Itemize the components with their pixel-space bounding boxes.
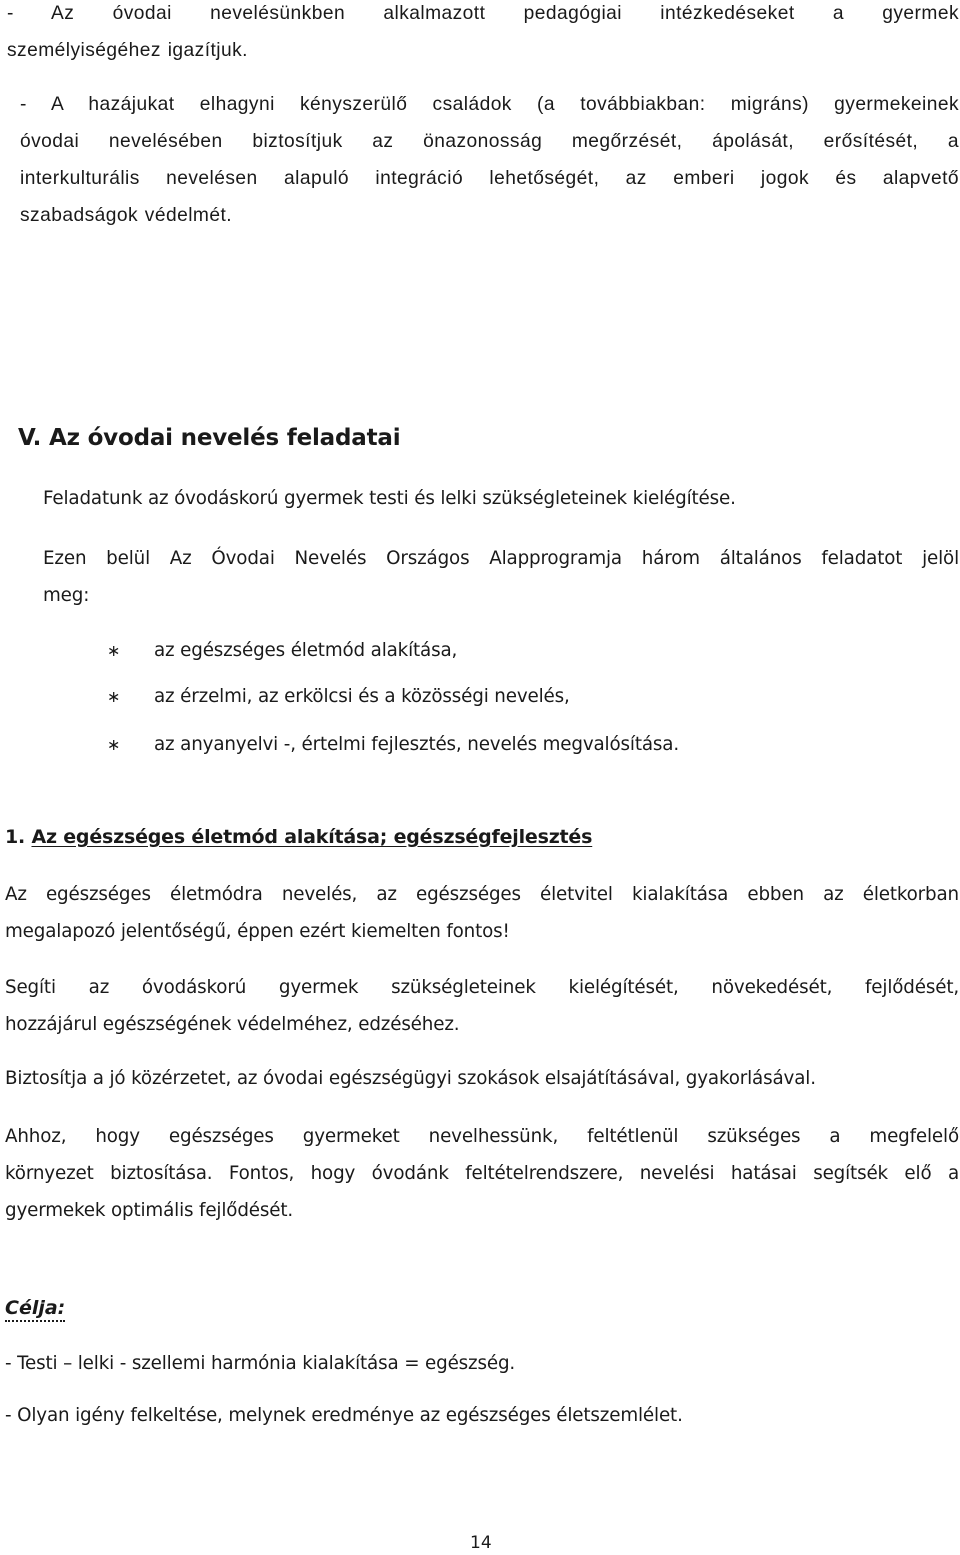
text-line: személyiségéhez igazítjuk. xyxy=(7,40,248,61)
text-line: hozzájárul egészségének védelméhez, edzéséhez. xyxy=(5,1014,460,1035)
subsection-heading xyxy=(5,826,592,848)
text-line: Ahhoz, hogy egészséges gyermeket nevelhessünk, feltétlenül szükséges a megfelelő xyxy=(5,1126,959,1147)
text-line: megalapozó jelentőségű, éppen ezért kiemelten fontos! xyxy=(5,921,510,942)
text-line: meg: xyxy=(43,585,90,606)
text-line: Ezen belül Az Óvodai Nevelés Országos Alapprogramja három általános feladatot jelöl xyxy=(43,548,959,569)
text-line: interkulturális nevelésen alapuló integráció lehetőségét, az emberi jogok és alapvető xyxy=(20,168,959,189)
text-line: szabadságok védelmét. xyxy=(20,205,233,226)
asterisk-bullet-icon: ∗ xyxy=(107,735,121,754)
section-paragraph-2 xyxy=(43,540,959,614)
list-item xyxy=(107,686,570,707)
goal-item: - Testi – lelki - szellemi harmónia kialakítása = egészség. xyxy=(5,1353,516,1374)
goal-label: Célja: xyxy=(5,1296,65,1322)
subsection-paragraph-4 xyxy=(5,1118,959,1229)
section-paragraph-1: Feladatunk az óvodáskorú gyermek testi és lelki szükségleteinek kielégítése. xyxy=(43,488,736,509)
subsection-paragraph-3: Biztosítja a jó közérzetet, az óvodai egészségügyi szokások elsajátításával, gyakorlásával. xyxy=(5,1068,816,1089)
list-item-text: az érzelmi, az erkölcsi és a közösségi nevelés, xyxy=(154,686,570,707)
text-line: - Az óvodai nevelésünkben alkalmazott pedagógiai intézkedéseket a gyermek xyxy=(7,3,959,24)
subsection-number: 1. xyxy=(5,826,26,848)
list-item xyxy=(107,640,457,661)
asterisk-bullet-icon: ∗ xyxy=(107,687,121,706)
text-line: környezet biztosítása. Fontos, hogy óvodánk feltételrendszere, nevelési hatásai segítsék elő a xyxy=(5,1163,959,1184)
goal-item: - Olyan igény felkeltése, melynek eredménye az egészséges életszemlélet. xyxy=(5,1405,683,1426)
intro-paragraph-2 xyxy=(20,86,959,234)
text-line: - A hazájukat elhagyni kényszerülő családok (a továbbiakban: migráns) gyermekeinek xyxy=(20,94,959,115)
text-line: óvodai nevelésében biztosítjuk az önazonosság megőrzését, ápolását, erősítését, a xyxy=(20,131,959,152)
text-line: Segíti az óvodáskorú gyermek szükségleteinek kielégítését, növekedését, fejlődését, xyxy=(5,977,959,998)
asterisk-bullet-icon: ∗ xyxy=(107,641,121,660)
subsection-paragraph-2 xyxy=(5,969,959,1043)
list-item-text: az egészséges életmód alakítása, xyxy=(154,640,458,661)
text-line: Az egészséges életmódra nevelés, az egészséges életvitel kialakítása ebben az életkorban xyxy=(5,884,959,905)
list-item-text: az anyanyelvi -, értelmi fejlesztés, nevelés megvalósítása. xyxy=(154,734,679,755)
subsection-title: Az egészséges életmód alakítása; egészségfejlesztés xyxy=(31,826,593,848)
text-line: gyermekek optimális fejlődését. xyxy=(5,1200,294,1221)
page-number: 14 xyxy=(470,1533,492,1553)
intro-paragraph-1 xyxy=(7,0,959,69)
subsection-paragraph-1 xyxy=(5,876,959,950)
section-heading: V. Az óvodai nevelés feladatai xyxy=(18,425,401,451)
list-item xyxy=(107,734,679,755)
